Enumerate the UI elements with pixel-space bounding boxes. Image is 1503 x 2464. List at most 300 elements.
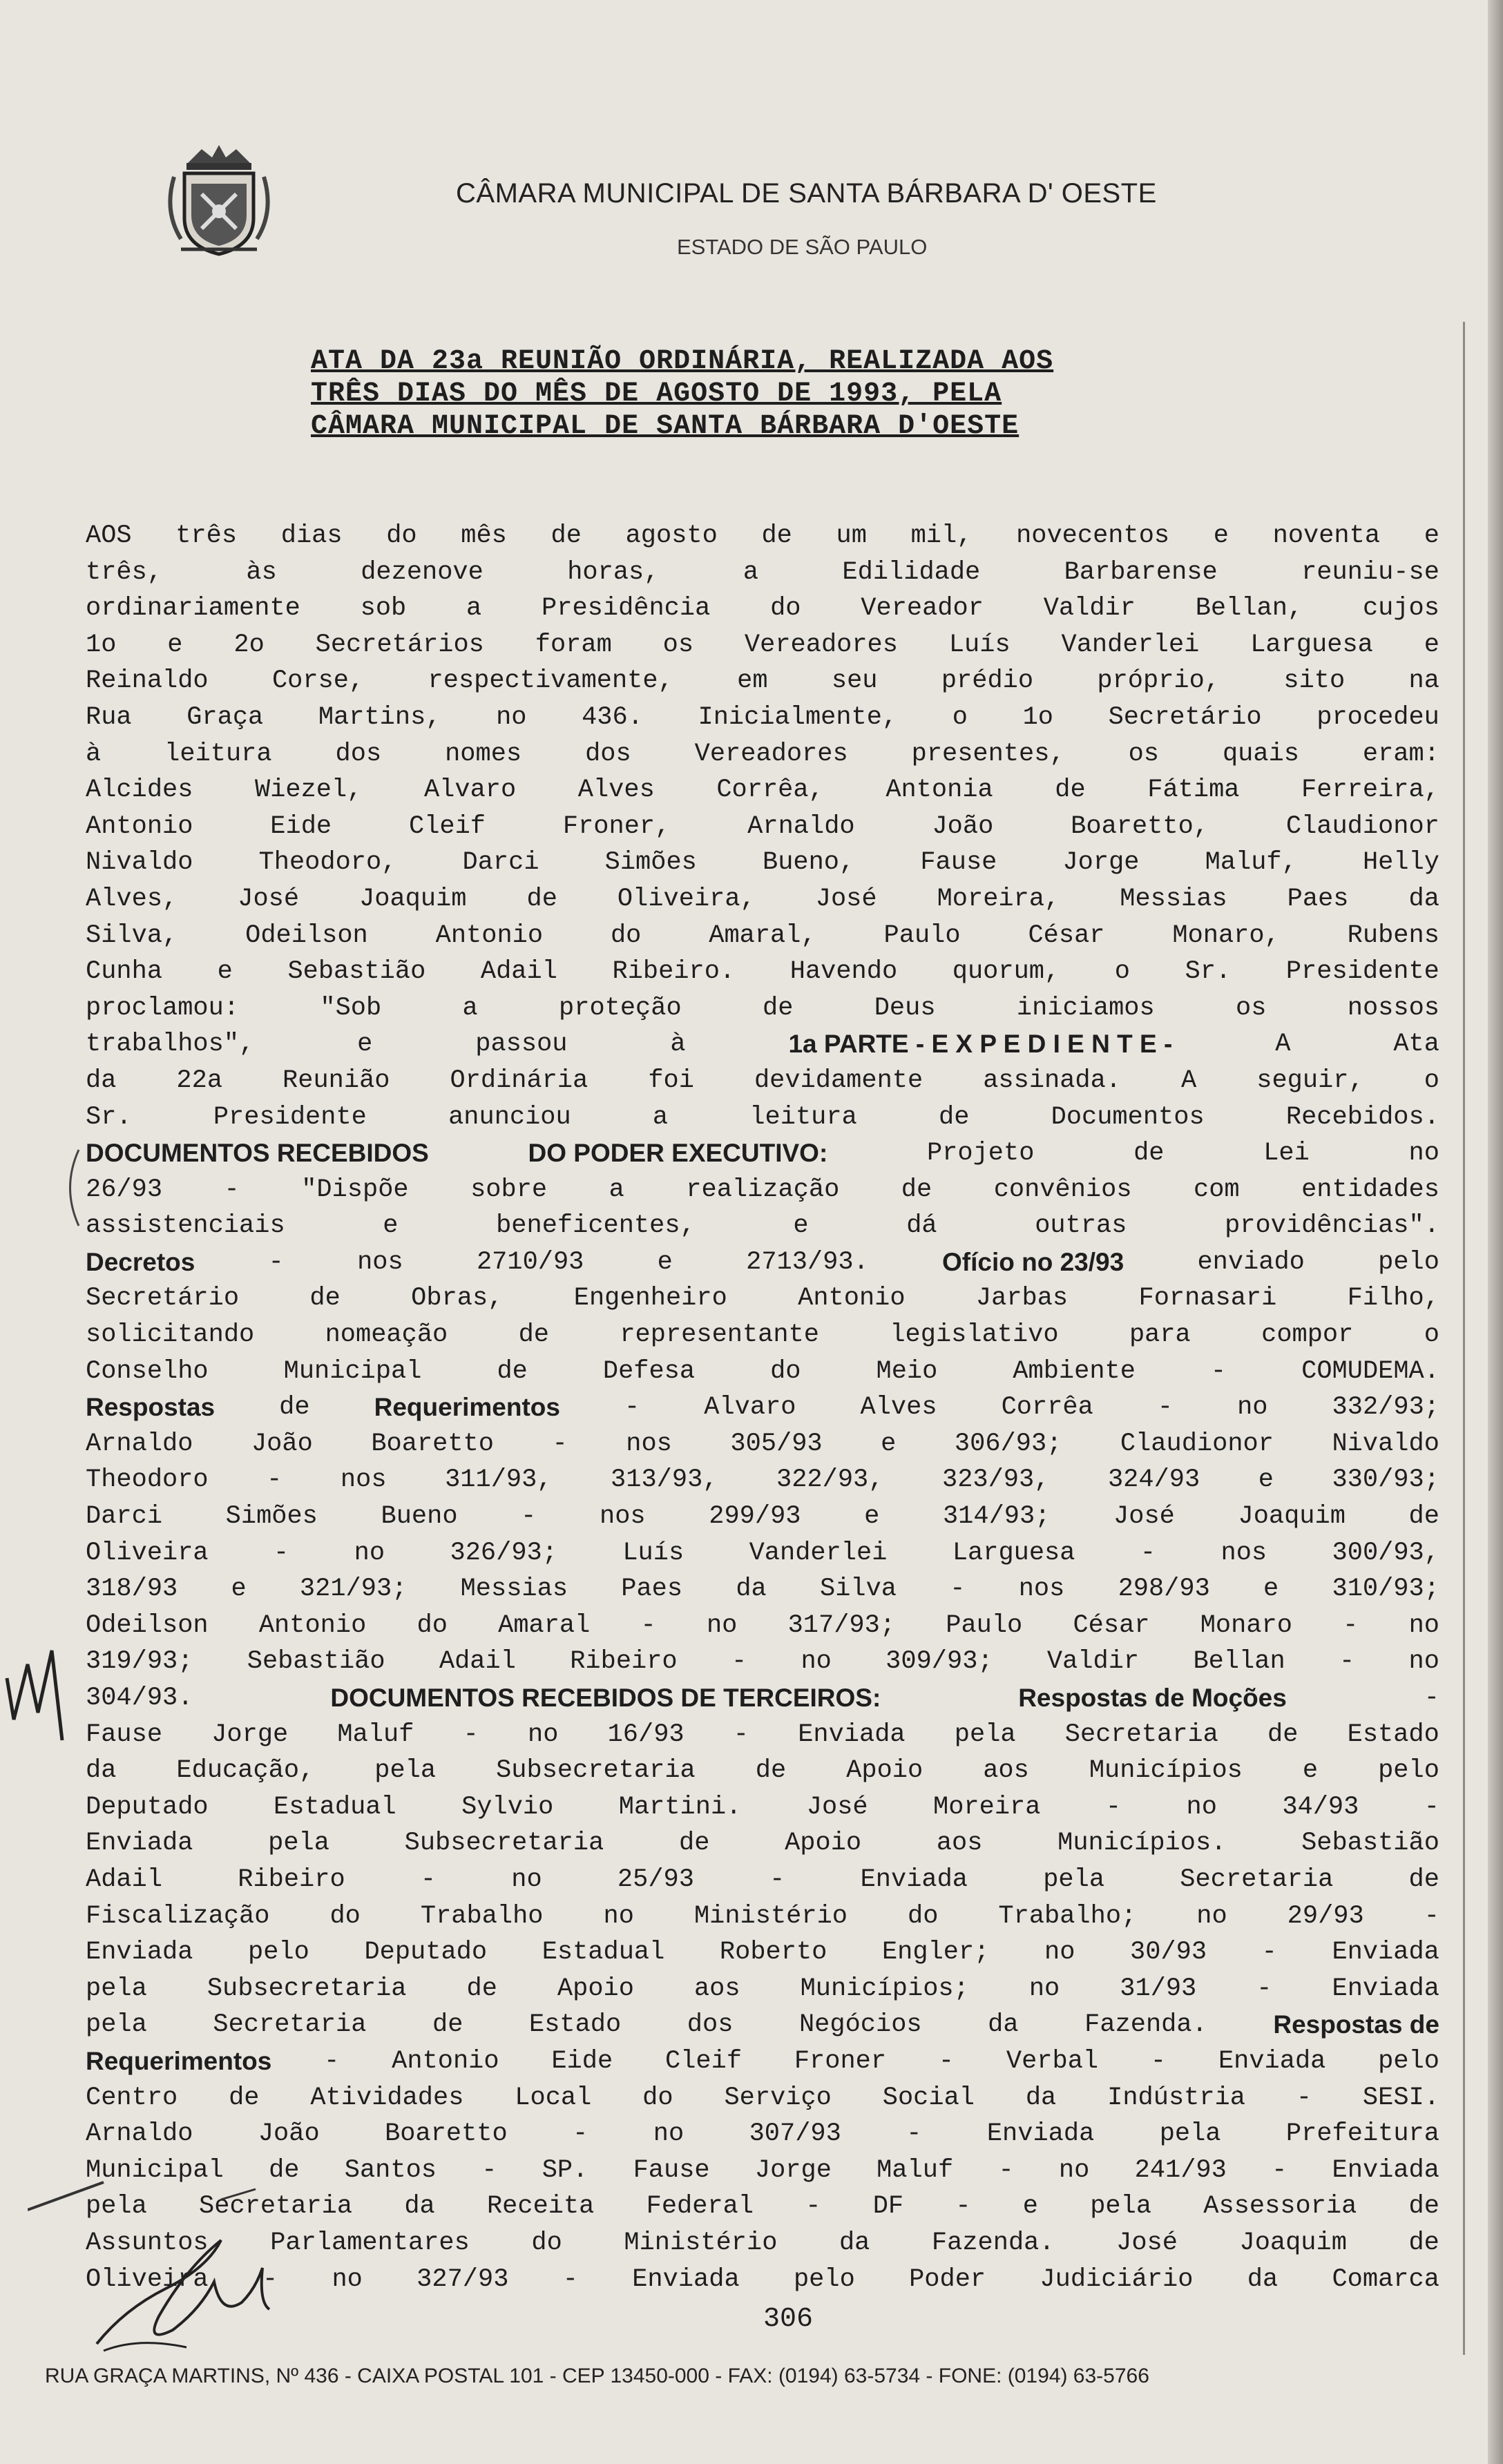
word: - <box>805 2192 821 2222</box>
word: Ata <box>1393 1030 1439 1059</box>
word: Ribeiro. <box>612 957 736 987</box>
word: Filho, <box>1347 1284 1439 1313</box>
word: Arnaldo <box>747 811 855 841</box>
word: Secretário <box>86 1284 240 1313</box>
word: novecentos <box>1016 521 1170 550</box>
word: Fazenda. <box>1084 2010 1207 2040</box>
word: Enviada <box>1332 1974 1439 2003</box>
word: agosto <box>625 521 718 550</box>
word: dos <box>687 2010 734 2040</box>
word: de <box>551 521 582 550</box>
word: Atividades <box>310 2083 464 2112</box>
word: João <box>258 2119 320 2149</box>
word: - <box>224 1175 240 1204</box>
word: no <box>1058 2155 1090 2185</box>
title-line: TRÊS DIAS DO MÊS DE AGOSTO DE 1993, PELA <box>311 378 1002 410</box>
word: - <box>769 1865 785 1894</box>
word: e <box>231 1575 247 1604</box>
word: 318/93 <box>86 1575 178 1604</box>
word: Theodoro, <box>258 848 397 878</box>
word: de <box>678 1829 710 1858</box>
word: Enviada <box>86 1829 193 1858</box>
word: representante <box>620 1320 819 1350</box>
word: Reunião <box>283 1066 390 1095</box>
word: no <box>528 1720 559 1749</box>
word: - <box>1343 1610 1359 1640</box>
word: - <box>274 1538 289 1568</box>
word: Federal <box>646 2192 754 2222</box>
word: 324/93 <box>1107 1465 1200 1495</box>
word: Darci <box>86 1502 163 1532</box>
word: Simões <box>604 848 697 878</box>
word: no <box>1408 1647 1439 1677</box>
word: nos <box>1018 1575 1065 1604</box>
word: Antonia <box>885 776 993 805</box>
right-margin-rule <box>1463 322 1465 2355</box>
word: DOCUMENTOS RECEBIDOS DE TERCEIROS: <box>330 1684 881 1712</box>
word: 310/93; <box>1332 1575 1439 1604</box>
word: Luís <box>948 630 1011 660</box>
word: presentes, <box>911 739 1065 769</box>
word: Recebidos. <box>1285 1102 1439 1132</box>
word: Arnaldo <box>86 1429 193 1459</box>
word: no <box>496 702 527 732</box>
page-number: 306 <box>763 2304 814 2335</box>
word: Municípios. <box>1057 1829 1227 1858</box>
word: Indústria <box>1107 2083 1245 2112</box>
word: nos <box>1220 1538 1267 1568</box>
word: - <box>624 1393 640 1423</box>
word: sob <box>360 594 407 624</box>
word: 2713/93. <box>746 1247 869 1277</box>
text-line <box>86 1971 1439 2008</box>
word: nos <box>626 1429 672 1459</box>
word: 307/93 <box>749 2119 841 2149</box>
word: à <box>86 739 102 769</box>
word: 327/93 <box>417 2264 509 2294</box>
word: e <box>1302 1756 1319 1786</box>
word: 304/93. <box>86 1684 193 1713</box>
word: - <box>1296 2083 1312 2112</box>
word: Presidente <box>1285 957 1439 987</box>
word: SP. <box>542 2155 588 2185</box>
word: Larguesa <box>952 1538 1075 1568</box>
word: no <box>653 2119 685 2149</box>
word: - <box>1157 1393 1174 1423</box>
word: e <box>167 630 183 660</box>
word: Simões <box>225 1502 318 1532</box>
word: Boaretto <box>371 1429 494 1459</box>
word: Ribeiro <box>238 1865 345 1894</box>
word: Messias <box>1120 884 1227 914</box>
word: AOS <box>86 521 132 550</box>
word: - <box>324 2046 340 2076</box>
word: Defesa <box>602 1356 696 1386</box>
word: Adail <box>86 1865 163 1894</box>
word: Corse, <box>271 666 365 696</box>
word: de <box>518 1320 549 1350</box>
word: João <box>251 1429 313 1459</box>
word: "Dispõe <box>301 1175 409 1204</box>
municipal-crest-icon <box>160 135 278 260</box>
word: no <box>801 1647 832 1677</box>
word: horas, <box>567 557 660 587</box>
word: iniciamos <box>1016 993 1155 1023</box>
word: Alcides <box>86 776 193 805</box>
word: DO PODER EXECUTIVO: <box>528 1139 828 1168</box>
word: às <box>246 557 277 587</box>
word: Silva <box>819 1575 897 1604</box>
word: Apoio <box>785 1829 862 1858</box>
word: e <box>881 1429 897 1459</box>
text-line <box>86 1063 1439 1099</box>
word: solicitando <box>86 1320 255 1350</box>
word: Amaral <box>498 1610 591 1640</box>
word: no <box>1408 1610 1439 1640</box>
word: Moreira, <box>937 884 1060 914</box>
word: de <box>1055 776 1086 805</box>
word: Ordinária <box>450 1066 588 1095</box>
text-line <box>86 772 1439 809</box>
word: pela <box>1090 2192 1152 2222</box>
word: 1o <box>86 630 117 660</box>
word: pela <box>374 1756 437 1786</box>
word: Fiscalização <box>86 1901 270 1931</box>
word: Decretos <box>86 1247 195 1276</box>
organization-name: CÂMARA MUNICIPAL DE SANTA BÁRBARA D' OESTE <box>456 178 1157 209</box>
word: nos <box>600 1502 646 1532</box>
text-line <box>86 555 1439 591</box>
word: Assessoria <box>1203 2192 1357 2222</box>
word: pela <box>954 1720 1016 1749</box>
word: Enviada <box>986 2119 1095 2149</box>
page-edge <box>1488 0 1503 2464</box>
text-line <box>86 1208 1439 1244</box>
text-line <box>86 954 1439 990</box>
word: Antonio <box>86 811 193 841</box>
word: 31/93 <box>1120 1974 1197 2003</box>
word: no <box>1408 1139 1439 1168</box>
word: do <box>610 921 642 950</box>
text-line <box>86 2262 1439 2298</box>
word: 317/93; <box>787 1610 896 1640</box>
word: Silva, <box>86 921 178 950</box>
word: aos <box>983 1756 1029 1786</box>
word: Secretaria <box>199 2192 353 2222</box>
word: - <box>938 2046 955 2076</box>
word: e <box>1258 1465 1274 1495</box>
word: Engler; <box>881 1938 990 1967</box>
word: 16/93 <box>607 1720 685 1749</box>
word: no <box>511 1865 542 1894</box>
word: e <box>217 957 233 987</box>
word: do <box>417 1610 448 1640</box>
word: ordinariamente <box>86 594 300 624</box>
word: - <box>1256 1974 1272 2003</box>
text-line <box>86 1753 1439 1789</box>
word: Monaro <box>1200 1610 1292 1640</box>
text-line <box>86 1099 1439 1136</box>
word: Fause <box>920 848 997 878</box>
word: Joaquim <box>359 884 467 914</box>
word: no <box>706 1610 738 1640</box>
word: foram <box>535 630 612 660</box>
footer-address: RUA GRAÇA MARTINS, Nº 436 - CAIXA POSTAL 101 - CEP 13450-000 - FAX: (0194) 63-5734 - FONE: (0194) 63-5766 <box>45 2365 1149 2387</box>
word: 332/93; <box>1332 1393 1439 1423</box>
word: 25/93 <box>617 1865 694 1894</box>
margin-stroke-mark <box>28 2134 318 2217</box>
word: Documentos <box>1051 1102 1205 1132</box>
word: Respostas <box>86 1393 216 1422</box>
word: Fornasari <box>1138 1284 1277 1313</box>
text-line <box>86 1354 1439 1390</box>
document-body <box>86 518 1439 2298</box>
word: pela <box>268 1829 329 1858</box>
word: os <box>1236 993 1267 1023</box>
word: dezenove <box>361 557 484 587</box>
text-line <box>86 1644 1439 1680</box>
word: Deus <box>874 993 936 1023</box>
word: passou <box>475 1030 568 1059</box>
word: de <box>1408 2192 1439 2222</box>
word: Verbal <box>1006 2046 1099 2076</box>
word: 2710/93 <box>476 1247 584 1277</box>
word: Inicialmente, <box>698 702 898 732</box>
text-line <box>86 1244 1439 1281</box>
word: três, <box>86 557 163 587</box>
word: Secretaria <box>213 2010 367 2040</box>
word: - <box>268 1247 284 1277</box>
word: - <box>573 2119 588 2149</box>
title-line: ATA DA 23a REUNIÃO ORDINÁRIA, REALIZADA AOS <box>311 346 1054 377</box>
word: pela <box>86 2192 147 2222</box>
word: enviado <box>1197 1247 1305 1277</box>
word: aos <box>693 1974 740 2003</box>
word: Vanderlei <box>749 1538 888 1568</box>
text-line <box>86 1898 1439 1935</box>
word: da <box>736 1575 767 1604</box>
word: à <box>670 1030 686 1059</box>
word: nossos <box>1347 993 1439 1023</box>
word: Enviada <box>632 2264 740 2294</box>
word: Bellan <box>1193 1647 1285 1677</box>
word: Assuntos <box>86 2228 209 2258</box>
word: Ribeiro <box>570 1647 678 1677</box>
word: Claudionor <box>1120 1429 1274 1459</box>
word: Theodoro <box>86 1465 209 1495</box>
word: nos <box>340 1465 387 1495</box>
word: Negócios <box>798 2010 922 2040</box>
word: Municípios <box>1089 1756 1243 1786</box>
word: de <box>1267 1720 1299 1749</box>
word: COMUDEMA. <box>1301 1356 1439 1386</box>
word: aos <box>936 1829 983 1858</box>
text-line <box>86 1680 1439 1717</box>
word: Barbarense <box>1064 557 1218 587</box>
word: Subsecretaria <box>207 1974 407 2003</box>
word: Messias <box>460 1575 568 1604</box>
word: Sebastião <box>287 957 426 987</box>
word: Rubens <box>1347 921 1439 950</box>
word: outras <box>1035 1211 1127 1241</box>
word: no <box>332 2264 363 2294</box>
word: Claudionor <box>1285 811 1439 841</box>
word: realização <box>686 1175 840 1204</box>
word: Respostas de <box>1273 2010 1439 2039</box>
word: Helly <box>1362 848 1439 878</box>
text-line <box>86 2043 1439 2080</box>
word: José <box>815 884 877 914</box>
word: o <box>1424 1320 1439 1350</box>
word: sobre <box>470 1175 548 1204</box>
word: Maluf <box>877 2155 954 2185</box>
word: Eide <box>270 811 332 841</box>
word: - <box>640 1610 656 1640</box>
word: Cleif <box>408 811 486 841</box>
word: - <box>1261 1938 1277 1967</box>
word: Larguesa <box>1250 630 1373 660</box>
word: respectivamente, <box>428 666 673 696</box>
word: entidades <box>1301 1175 1439 1204</box>
word: DF <box>872 2192 904 2222</box>
text-line <box>86 736 1439 773</box>
word: Oliveira, <box>617 884 756 914</box>
word: um <box>836 521 867 550</box>
word: Nivaldo <box>86 848 193 878</box>
word: Eide <box>551 2046 613 2076</box>
word: pela <box>86 1974 147 2003</box>
word: do <box>329 1901 361 1931</box>
word: pelo <box>1378 1247 1439 1277</box>
word: dias <box>280 521 343 550</box>
text-line <box>86 845 1439 881</box>
word: da <box>988 2010 1019 2040</box>
word: Jorge <box>211 1720 289 1749</box>
word: Apoio <box>557 1974 634 2003</box>
word: Moreira <box>933 1792 1041 1822</box>
organization-state: ESTADO DE SÃO PAULO <box>677 235 928 259</box>
text-line <box>86 1717 1439 1753</box>
word: DOCUMENTOS RECEBIDOS <box>86 1139 429 1168</box>
word: Edilidade <box>842 557 981 587</box>
word: Adail <box>439 1647 516 1677</box>
word: Fátima <box>1147 776 1240 805</box>
word: de <box>1408 2228 1439 2258</box>
word: Antonio <box>392 2046 499 2076</box>
word: a <box>609 1175 624 1204</box>
word: Subsecretaria <box>404 1829 604 1858</box>
word: Reinaldo <box>86 666 209 696</box>
word: Apoio <box>846 1756 923 1786</box>
word: do <box>770 1356 801 1386</box>
word: de <box>761 521 792 550</box>
word: 313/93, <box>611 1465 718 1495</box>
word: 305/93 <box>730 1429 823 1459</box>
text-line <box>86 1135 1439 1172</box>
word: a <box>466 594 482 624</box>
word: de <box>901 1175 932 1204</box>
word: José <box>1116 2228 1178 2258</box>
word: na <box>1408 666 1439 696</box>
word: Estado <box>528 2010 622 2040</box>
word: o <box>1114 957 1131 987</box>
word: nomes <box>445 739 522 769</box>
word: Alves, <box>86 884 178 914</box>
word: 300/93, <box>1332 1538 1439 1568</box>
word: Enviada <box>86 1938 193 1967</box>
word: Paulo <box>883 921 961 950</box>
word: Monaro, <box>1172 921 1280 950</box>
word: Obras, <box>411 1284 504 1313</box>
word: do <box>642 2083 673 2112</box>
word: os <box>662 630 694 660</box>
text-line <box>86 1026 1439 1063</box>
word: Joaquim <box>1238 1502 1346 1532</box>
word: leitura <box>749 1102 857 1132</box>
word: João <box>932 811 994 841</box>
word: no <box>1237 1393 1268 1423</box>
margin-initials-mark <box>0 1637 83 1747</box>
word: Enviada <box>1332 2155 1439 2185</box>
word: Fause <box>86 1720 163 1749</box>
word: da <box>1408 884 1439 914</box>
word: Vereadores <box>694 739 848 769</box>
word: da <box>404 2192 435 2222</box>
word: trabalhos", <box>86 1030 255 1059</box>
word: Secretários <box>315 630 484 660</box>
word: quorum, <box>952 957 1060 987</box>
word: pelo <box>1378 2046 1439 2076</box>
text-line <box>86 1172 1439 1209</box>
word: do <box>531 2228 562 2258</box>
word: Boaretto <box>385 2119 508 2149</box>
word: Ofício no 23/93 <box>942 1247 1124 1276</box>
word: em <box>737 666 768 696</box>
title-line: CÂMARA MUNICIPAL DE SANTA BÁRBARA D'OESTE <box>311 411 1019 442</box>
word: dá <box>906 1211 937 1241</box>
word: do <box>386 521 417 550</box>
word: Municipal <box>283 1356 422 1386</box>
word: Alvaro <box>704 1393 796 1423</box>
word: a <box>652 1102 669 1132</box>
word: Jorge <box>754 2155 832 2185</box>
word: de <box>229 2083 260 2112</box>
word: José <box>806 1792 868 1822</box>
word: do <box>907 1901 939 1931</box>
word: - <box>1140 1538 1156 1568</box>
word: pela <box>1159 2119 1221 2149</box>
word: César <box>1028 921 1105 950</box>
word: Trabalho <box>420 1901 544 1931</box>
word: pelo <box>1378 1756 1439 1786</box>
word: - <box>998 2155 1014 2185</box>
word: 309/93; <box>885 1647 993 1677</box>
word: Valdir <box>1046 1647 1140 1677</box>
word: Ambiente <box>1013 1356 1136 1386</box>
word: e <box>657 1247 673 1277</box>
word: dos <box>585 739 631 769</box>
word: 314/93; <box>942 1502 1051 1532</box>
word: Froner, <box>562 811 671 841</box>
word: Vanderlei <box>1061 630 1200 660</box>
word: Antonio <box>258 1610 367 1640</box>
word: Roberto <box>719 1938 827 1967</box>
word: Odeilson <box>245 921 368 950</box>
word: Sebastião <box>1301 1829 1439 1858</box>
word: Corrêa, <box>716 776 824 805</box>
word: - <box>562 2264 578 2294</box>
text-line <box>86 700 1439 736</box>
